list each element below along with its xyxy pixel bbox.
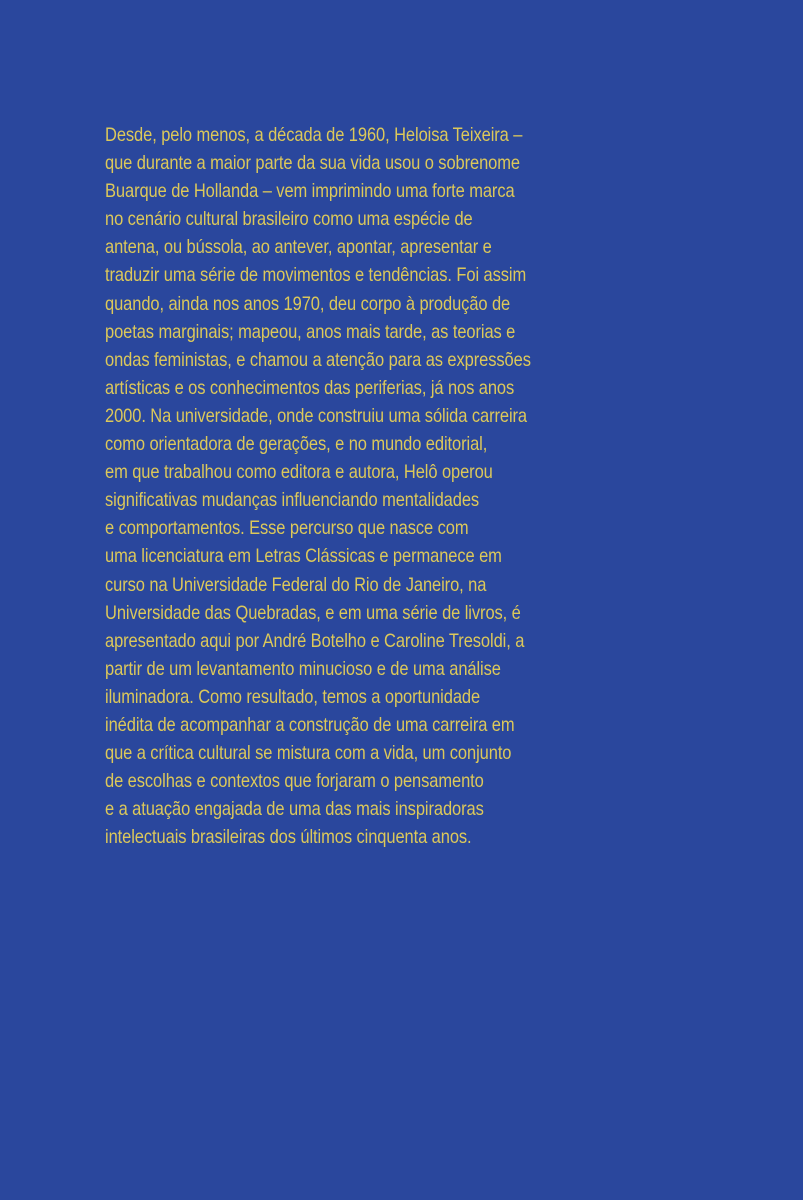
text-line: traduzir uma série de movimentos e tendências. Foi assim — [105, 264, 527, 287]
text-line: no cenário cultural brasileiro como uma espécie de — [105, 208, 473, 231]
text-line: 2000. Na universidade, onde construiu uma sólida carreira — [105, 404, 528, 427]
text-line: e a atuação engajada de uma das mais inspiradoras — [105, 798, 484, 821]
text-line: Desde, pelo menos, a década de 1960, Heloisa Teixeira – — [105, 124, 523, 146]
text-line: inédita de acompanhar a construção de uma carreira em — [105, 713, 515, 736]
text-line: Universidade das Quebradas, e em uma série de livros, é — [105, 601, 521, 624]
text-line: que a crítica cultural se mistura com a vida, um conjunto — [105, 742, 512, 765]
text-line: antena, ou bússola, ao antever, apontar, apresentar e — [105, 236, 492, 259]
jacket-flap-text — [105, 121, 565, 851]
text-line: em que trabalhou como editora e autora, Helô operou — [105, 461, 493, 484]
text-line: significativas mudanças influenciando mentalidades — [105, 489, 480, 512]
text-line: artísticas e os conhecimentos das periferias, já nos anos — [105, 376, 515, 399]
text-line: apresentado aqui por André Botelho e Caroline Tresoldi, a — [105, 629, 525, 652]
text-line: ondas feministas, e chamou a atenção para as expressões — [105, 348, 531, 371]
text-line: e comportamentos. Esse percurso que nasce com — [105, 517, 469, 540]
text-line: que durante a maior parte da sua vida usou o sobrenome — [105, 152, 520, 175]
text-line: Buarque de Hollanda – vem imprimindo uma forte marca — [105, 180, 515, 203]
text-line: uma licenciatura em Letras Clássicas e permanece em — [105, 545, 502, 568]
text-line: de escolhas e contextos que forjaram o pensamento — [105, 770, 484, 793]
text-line: poetas marginais; mapeou, anos mais tarde, as teorias e — [105, 320, 516, 343]
text-line: iluminadora. Como resultado, temos a oportunidade — [105, 685, 481, 708]
text-line: intelectuais brasileiras dos últimos cinquenta anos. — [105, 826, 472, 849]
text-line: como orientadora de gerações, e no mundo editorial, — [105, 433, 488, 456]
text-line: quando, ainda nos anos 1970, deu corpo à produção de — [105, 292, 511, 315]
text-line: curso na Universidade Federal do Rio de Janeiro, na — [105, 573, 487, 596]
text-line: partir de um levantamento minucioso e de uma análise — [105, 657, 501, 680]
